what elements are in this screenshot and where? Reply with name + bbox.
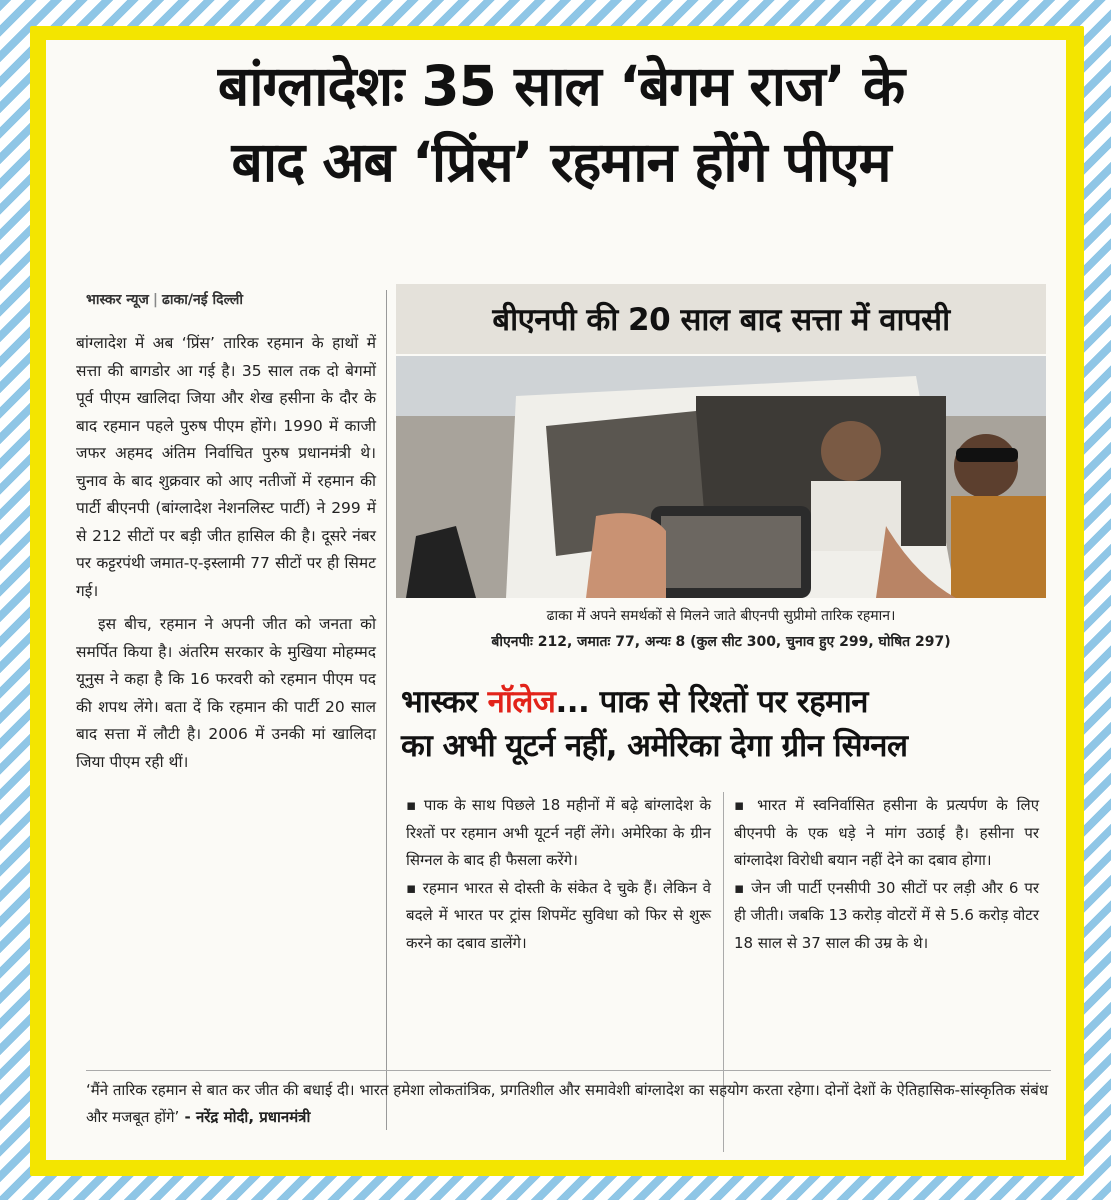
car-photo-illustration <box>396 356 1046 598</box>
quote-author: - नरेंद्र मोदी, प्रधानमंत्री <box>179 1108 311 1126</box>
yellow-frame <box>30 26 1084 1176</box>
knowledge-label: नॉलेज <box>487 684 556 720</box>
photo-caption: ढाका में अपने समर्थकों से मिलने जाते बीएनपी सुप्रीमो तारिक रहमान। <box>546 608 896 624</box>
main-story-para-2: इस बीच, रहमान ने अपनी जीत को जनता को समर्पित किया है। अंतरिम सरकार के मुखिया मोहम्मद यूनुस ने कहा है कि 16 फरवरी को रहमान पीएम पद की शपथ लेंगे। बता दें कि रहमान की पार्टी 20 साल बाद सत्ता में लौटी है। 2006 में उनकी मां खालिदा जिया पीएम रही थीं। <box>76 615 376 771</box>
knowledge-headline <box>401 680 1051 768</box>
pm-quote <box>86 1070 1051 1131</box>
knowledge-headline-part-1: पाक से रिश्तों पर रहमान <box>589 684 868 720</box>
headline-line-1: बांग्लादेशः 35 साल ‘बेगम राज’ के <box>217 54 905 118</box>
knowledge-column-2 <box>734 792 1039 957</box>
knowledge-brand: भास्कर <box>401 684 478 720</box>
knowledge-point-2: ▪ रहमान भारत से दोस्ती के संकेत दे चुके हैं। लेकिन वे बदले में भारत पर ट्रांस शिपमेंट सुविधा को फिर से शुरू करने का दबाव डालेंगे। <box>406 878 711 952</box>
column-divider <box>386 290 387 1130</box>
byline: भास्कर न्यूज | ढाका/नई दिल्ली <box>86 292 244 308</box>
main-story <box>76 330 376 782</box>
quote-text: ‘मैंने तारिक रहमान से बात कर जीत की बधाई दी। भारत हमेशा लोकतांत्रिक, प्रगतिशील और समावेशी बांग्लादेश का सहयोग करता रहेगा। दोनों देशों के ऐतिहासिक-सांस्कृतिक संबंध और मजबूत होंगे’ <box>86 1081 1049 1126</box>
knowledge-point-1: ▪ पाक के साथ पिछले 18 महीनों में बढ़े बांग्लादेश के रिश्तों पर रहमान अभी यूटर्न नहीं लेंगे। अमेरिका के ग्रीन सिग्नल के बाद ही फैसला करेंगे। <box>406 796 711 869</box>
news-photo <box>396 356 1046 598</box>
knowledge-point-3: ▪ भारत में स्वनिर्वासित हसीना के प्रत्यर्पण के लिए बीएनपी के एक धड़े ने मांग उठाई है। हसीना पर बांग्लादेश विरोधी बयान नहीं देने का दबाव होगा। <box>734 796 1039 869</box>
knowledge-headline-part-2: का अभी यूटर्न नहीं, अमेरिका देगा ग्रीन सिग्नल <box>401 728 908 764</box>
byline-place: ढाका/नई दिल्ली <box>162 292 244 308</box>
seat-tally: बीएनपीः 212, जमातः 77, अन्यः 8 (कुल सीट 300, चुनाव हुए 299, घोषित 297) <box>491 634 951 650</box>
knowledge-point-4: ▪ जेन जी पार्टी एनसीपी 30 सीटों पर लड़ी और 6 पर ही जीती। जबकि 13 करोड़ वोटरों में से 5.6 करोड़ वोटर 18 साल से 37 साल की उम्र के थे। <box>734 878 1039 952</box>
knowledge-dots: ... <box>555 684 590 720</box>
newspaper-clipping <box>46 40 1066 1160</box>
headline-line-2: बाद अब ‘प्रिंस’ रहमान होंगे पीएम <box>231 130 891 194</box>
headline <box>66 48 1056 200</box>
photo-section-title: बीएनपी की 20 साल बाद सत्ता में वापसी <box>396 284 1046 354</box>
main-story-para-1: बांग्लादेश में अब ‘प्रिंस’ तारिक रहमान के हाथों में सत्ता की बागडोर आ गई है। 35 साल तक दो बेगमों पूर्व पीएम खालिदा जिया और शेख हसीना के दौर के बाद रहमान पहले पुरुष पीएम होंगे। 1990 में काजी जफर अहमद अंतिम निर्वाचित पुरुष प्रधानमंत्री थे। चुनाव के बाद शुक्रवार को आए नतीजों में रहमान की पार्टी बीएनपी (बांग्लादेश नेशनलिस्ट पार्टी) ने 299 में से 212 सीटों पर बड़ी जीत हासिल की है। दूसरे नंबर पर कट्टरपंथी जमात-ए-इस्लामी 77 सीटों पर ही सिमट गई। <box>76 334 376 600</box>
byline-agency: भास्कर न्यूज <box>86 292 149 308</box>
knowledge-column-1 <box>406 792 711 957</box>
